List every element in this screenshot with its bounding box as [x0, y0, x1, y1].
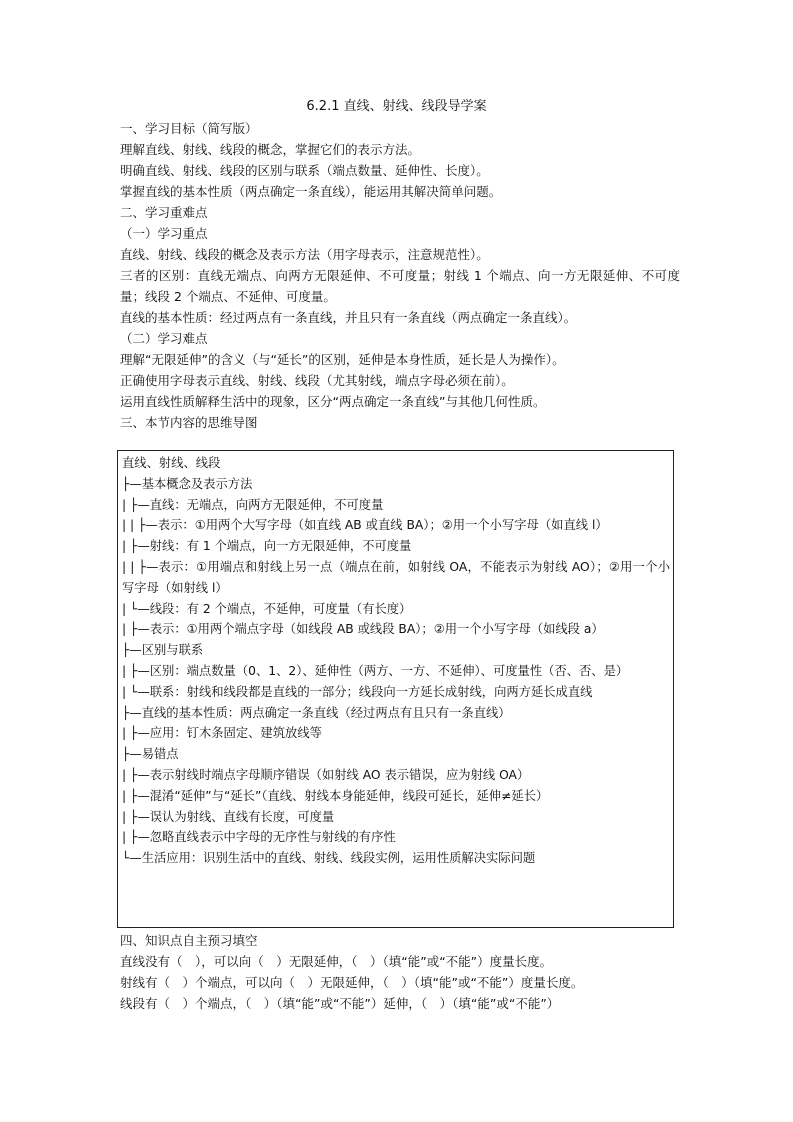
subheading-focus: （一）学习重点 — [120, 226, 208, 241]
fill-blank-line: 直线没有（ ），可以向（ ）无限延伸，（ ）（填“能”或“不能”）度量长度。 — [120, 954, 553, 969]
mindmap-line: | ├—应用：钉木条固定、建筑放线等 — [122, 726, 322, 741]
goal-line: 明确直线、射线、线段的区别与联系（端点数量、延伸性、长度）。 — [120, 163, 489, 178]
mindmap-line: | ├—误认为射线、直线有长度，可度量 — [122, 809, 335, 824]
mindmap-line: | ├—混淆“延伸”与“延长”（直线、射线本身能延伸，线段可延长，延伸≠延长） — [122, 788, 549, 803]
difficulty-line: 正确使用字母表示直线、射线、线段（尤其射线，端点字母必须在前）。 — [120, 373, 514, 388]
mindmap-line: ├—基本概念及表示方法 — [122, 476, 253, 491]
focus-line: 三者的区别：直线无端点、向两方无限延伸、不可度量；射线 1 个端点、向一方无限延伸、不可度量；线段 2 个端点、不延伸、可度量。 — [120, 268, 680, 304]
mindmap-line: | | ├—表示：①用两个大写字母（如直线 AB 或直线 BA）；②用一个小写字母（如直线 l） — [122, 518, 608, 533]
mindmap-line: | └—联系：射线和线段都是直线的一部分；线段向一方延长成射线，向两方延长成直线 — [122, 684, 593, 699]
difficulty-line: 运用直线性质解释生活中的现象，区分“两点确定一条直线”与其他几何性质。 — [120, 394, 546, 409]
mindmap-line: | ├—忽略直线表示中字母的无序性与射线的有序性 — [122, 830, 396, 845]
mindmap-line: 直线、射线、线段 — [122, 456, 221, 470]
subheading-difficulty: （二）学习难点 — [120, 331, 208, 346]
mindmap-line: | └—线段：有 2 个端点，不延伸，可度量（有长度） — [122, 601, 412, 616]
mindmap-line: | ├—直线：无端点，向两方无限延伸，不可度量 — [122, 497, 384, 512]
mindmap-line: ├—易错点 — [122, 747, 179, 762]
difficulty-line: 理解“无限延伸”的含义（与“延长”的区别，延伸是本身性质，延长是人为操作）。 — [120, 352, 565, 367]
mindmap-line: | ├—表示射线时端点字母顺序错误（如射线 AO 表示错误，应为射线 OA） — [122, 767, 530, 782]
heading-mindmap: 三、本节内容的思维导图 — [120, 415, 258, 430]
fill-blank-line: 射线有（ ）个端点，可以向（ ）无限延伸，（ ）（填“能”或“不能”）度量长度。 — [120, 975, 584, 990]
focus-line: 直线的基本性质：经过两点有一条直线，并且只有一条直线（两点确定一条直线）。 — [120, 310, 577, 325]
mindmap-line: | ├—区别：端点数量（0、1、2）、延伸性（两方、一方、不延伸）、可度量性（否、否、是） — [122, 663, 629, 678]
heading-preview: 四、知识点自主预习填空 — [120, 933, 258, 948]
goal-line: 掌握直线的基本性质（两点确定一条直线），能运用其解决简单问题。 — [120, 184, 502, 199]
document-title: 6.2.1 直线、射线、线段导学案 — [306, 99, 487, 114]
goal-line: 理解直线、射线、线段的概念，掌握它们的表示方法。 — [120, 142, 421, 157]
preview-section — [120, 930, 680, 1014]
mindmap-line: | | ├—表示：①用端点和射线上另一点（端点在前，如射线 OA，不能表示为射线 AO）；②用一个小写字母（如射线 l） — [122, 559, 670, 595]
intro-section — [120, 118, 680, 433]
mindmap-box — [117, 450, 674, 928]
mindmap-line: ├—直线的基本性质：两点确定一条直线（经过两点有且只有一条直线） — [122, 705, 511, 720]
mindmap-line: | ├—表示：①用两个端点字母（如线段 AB 或线段 BA）；②用一个小写字母（如线段 a） — [122, 622, 604, 637]
heading-key-points: 二、学习重难点 — [120, 205, 208, 220]
mindmap-line: └—生活应用：识别生活中的直线、射线、线段实例，运用性质解决实际问题 — [122, 851, 536, 866]
fill-blank-line: 线段有（ ）个端点，（ ）（填“能”或“不能”）延伸，（ ）（填“能”或“不能”） — [120, 996, 560, 1011]
mindmap-line: ├—区别与联系 — [122, 643, 204, 658]
mindmap-line: | ├—射线：有 1 个端点，向一方无限延伸，不可度量 — [122, 539, 412, 554]
heading-learning-goals: 一、学习目标（简写版） — [120, 121, 258, 136]
focus-line: 直线、射线、线段的概念及表示方法（用字母表示，注意规范性）。 — [120, 247, 489, 262]
